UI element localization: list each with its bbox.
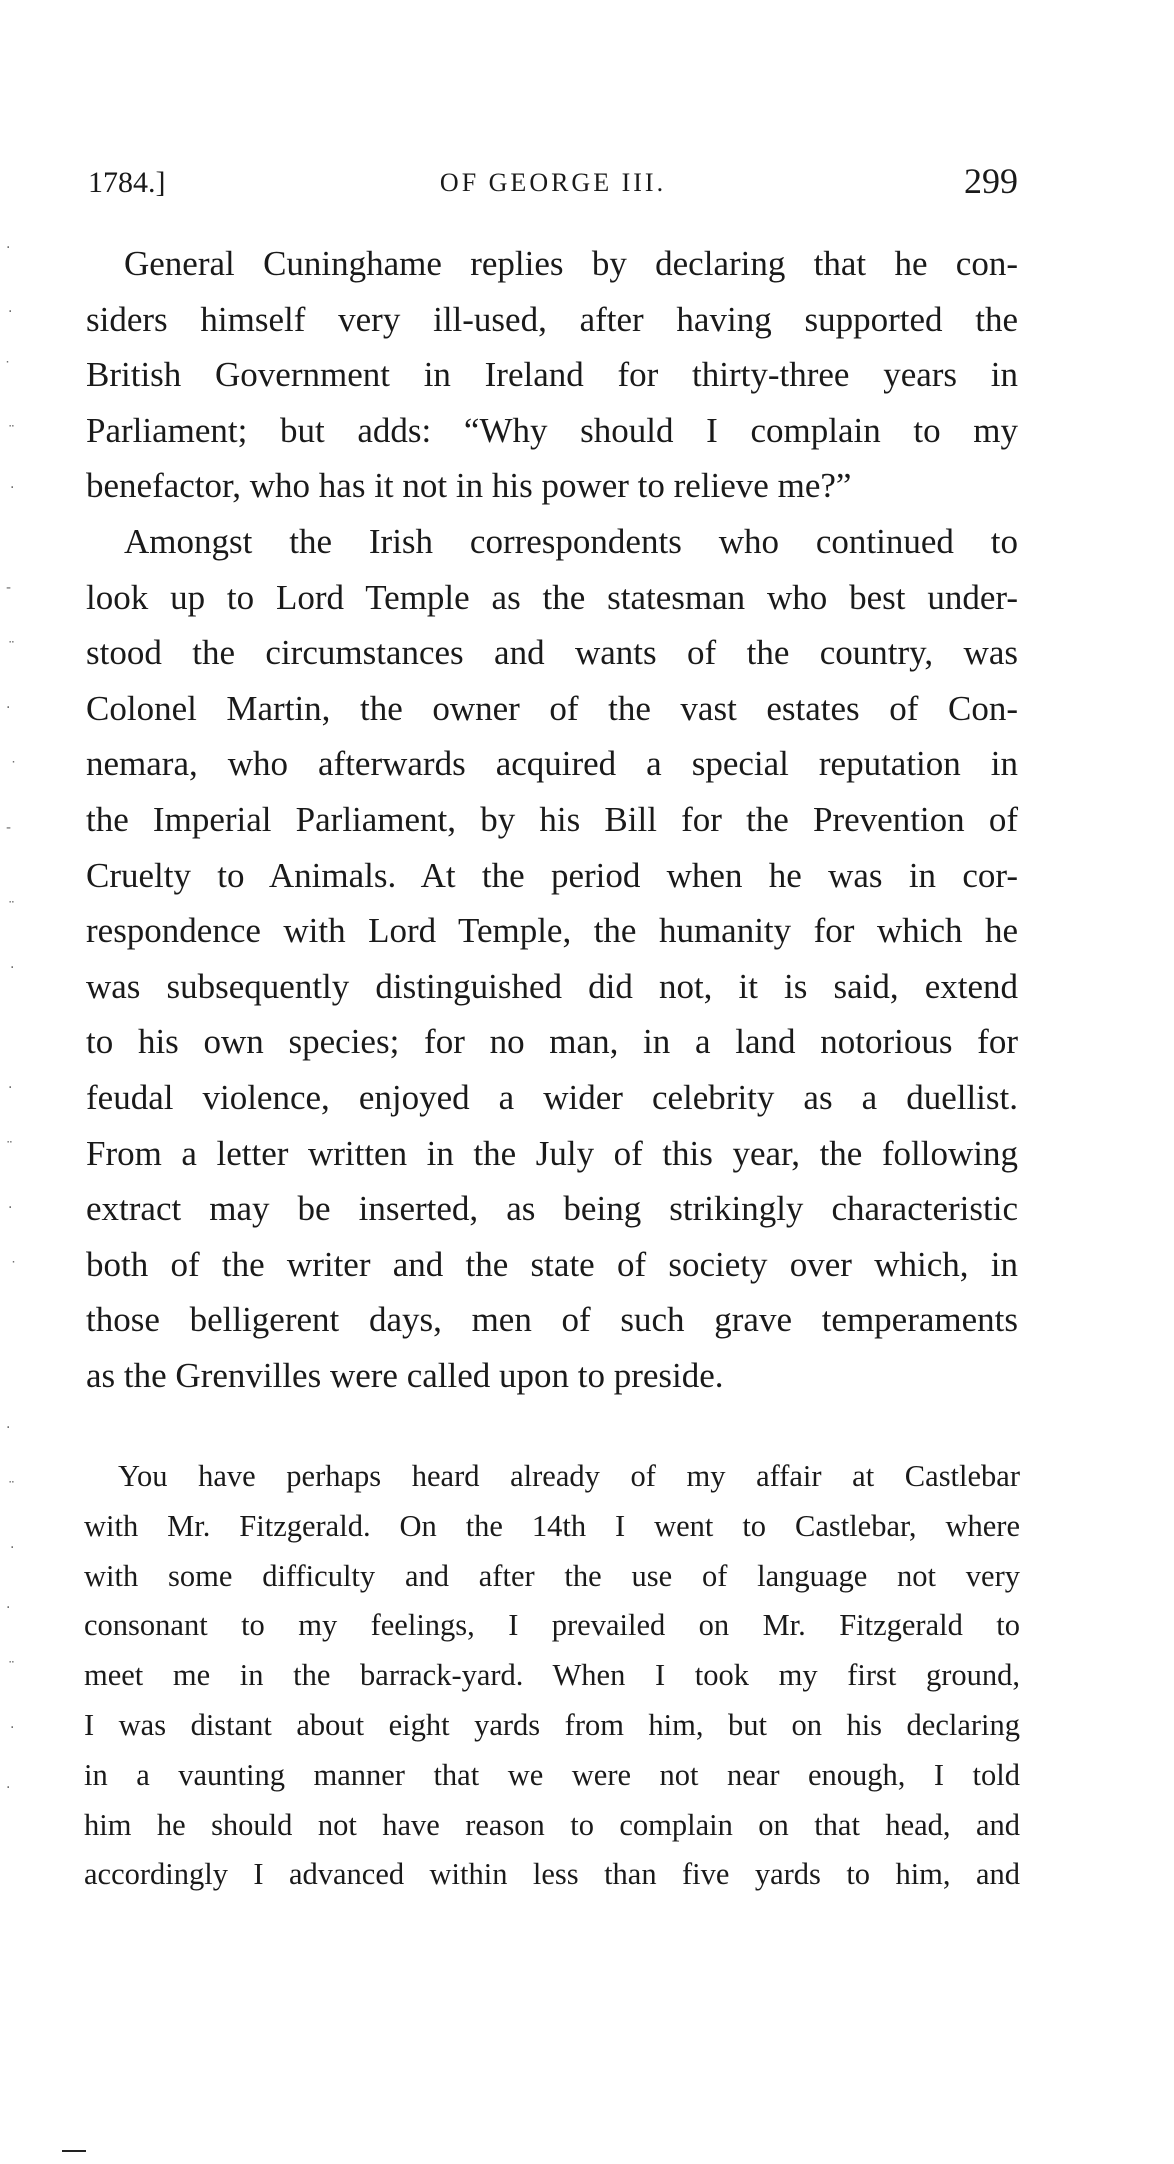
text-line: the Imperial Parliament, by his Bill for the Prevention of [86,799,1018,839]
text-line: Parliament; but adds: “Why should I complain to my [86,410,1018,450]
quote-line: I was distant about eight yards from him, but on his declaring [84,1707,1020,1742]
quote-line: consonant to my feelings, I prevailed on Mr. Fitzgerald to [84,1608,1020,1643]
quote-line: him he should not have reason to complain on that head, and [84,1807,1020,1842]
text-line: From a letter written in the July of this year, the following [86,1133,1018,1173]
text-line: Cruelty to Animals. At the period when he was in cor- [86,855,1018,895]
text-line: nemara, who afterwards acquired a special reputation in [86,744,1018,784]
text-line: British Government in Ireland for thirty-three years in [86,355,1018,395]
quote-line: with Mr. Fitzgerald. On the 14th I went to Castlebar, where [84,1508,1020,1543]
page-number: 299 [964,161,1018,201]
letter-extract [84,1452,1020,1900]
text-line: General Cuninghame replies by declaring that he con- [124,244,1018,283]
text-line: as the Grenvilles were called upon to preside. [86,1355,724,1395]
running-head-title: OF GEORGE III. [439,168,667,197]
quote-line: in a vaunting manner that we were not near enough, I told [84,1757,1020,1792]
bleed-through-margin: · · ˙ ¨ · - ¨ · ˙ - ¨ · · ¨ · ˙ · ¨ · · ¨ · · [4,240,17,1796]
quote-line: You have perhaps heard already of my affair at Castlebar [118,1459,1020,1493]
text-line: look up to Lord Temple as the statesman who best under- [86,577,1018,617]
text-line: benefactor, who has it not in his power to relieve me?” [86,466,852,506]
running-head [88,160,1018,210]
text-line: Amongst the Irish correspondents who continued to [124,521,1018,561]
quote-line: accordingly I advanced within less than five yards to him, and [84,1857,1020,1892]
text-line: was subsequently distinguished did not, it is said, extend [86,966,1018,1006]
text-line: siders himself very ill-used, after having supported the [86,299,1018,339]
text-line: to his own species; for no man, in a land notorious for [86,1022,1018,1062]
text-line: Colonel Martin, the owner of the vast estates of Con- [86,688,1018,728]
body-text [86,236,1018,1403]
footer-rule-mark [62,2150,86,2152]
text-line: stood the circumstances and wants of the country, was [86,633,1018,673]
text-line: respondence with Lord Temple, the humanity for which he [86,911,1018,951]
text-line: feudal violence, enjoyed a wider celebrity as a duellist. [86,1077,1018,1117]
text-line: those belligerent days, men of such grave temperaments [86,1300,1018,1340]
text-line: both of the writer and the state of society over which, in [86,1244,1018,1284]
text-line: extract may be inserted, as being strikingly characteristic [86,1189,1018,1229]
quote-line: meet me in the barrack-yard. When I took my first ground, [84,1658,1020,1693]
quote-line: with some difficulty and after the use of language not very [84,1558,1020,1593]
running-head-year: 1784.] [88,166,166,199]
